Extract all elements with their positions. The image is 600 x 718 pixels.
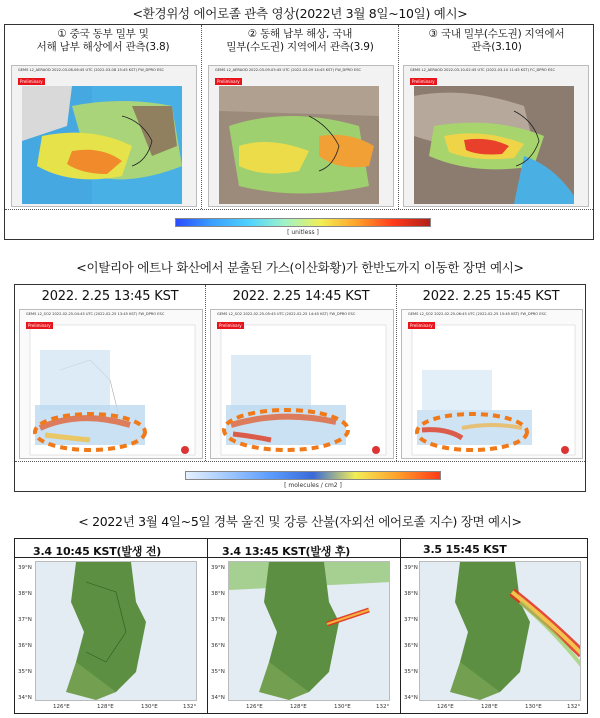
- lat-label-35: 35°N: [404, 669, 418, 675]
- lon-label-132: 132°: [376, 704, 390, 710]
- fire-map-3-image: [420, 562, 581, 701]
- lat-label-37: 37°N: [211, 617, 225, 623]
- so2-map-3-header: GEMS L2_SO2 2022-02-25-06:45 UTC (2022-02-25 15:45 KST) FW_DPRO ESC: [408, 312, 547, 316]
- so2-map-1-tag: Preliminary: [28, 323, 51, 328]
- aerosol-map-2-image: [209, 66, 394, 207]
- aerosol-caption-1a: ① 중국 동부 밀부 및: [57, 28, 149, 40]
- fire-time-2: 3.4 13:45 KST(발생 후): [222, 545, 351, 558]
- lon-label-130: 130°E: [334, 704, 351, 710]
- aerosol-map-1-tag: Preliminary: [20, 79, 43, 84]
- lon-label-126: 126°E: [246, 704, 263, 710]
- fire-map-2: [228, 561, 390, 701]
- so2-map-2-tag: Preliminary: [219, 323, 242, 328]
- fire-map-1: [35, 561, 197, 701]
- lon-label-130: 130°E: [525, 704, 542, 710]
- lat-label-35: 35°N: [211, 669, 225, 675]
- so2-map-2-header: GEMS L2_SO2 2022-02-25-05:45 UTC (2022-02-25 14:45 KST) FW_DPRO ESC: [217, 312, 356, 316]
- lat-label-39: 39°N: [211, 565, 225, 571]
- lon-label-132: 132°: [183, 704, 197, 710]
- aerosol-map-1: [11, 65, 197, 207]
- lon-label-126: 126°E: [437, 704, 454, 710]
- aerosol-caption-1b: 서해 남부 해상에서 관측(3.8): [36, 41, 170, 53]
- so2-time-3: 2022. 2.25 15:45 KST: [422, 289, 560, 304]
- aerosol-map-3-tag: Preliminary: [412, 79, 435, 84]
- lon-label-128: 128°E: [481, 704, 498, 710]
- so2-time-2: 2022. 2.25 14:45 KST: [232, 289, 370, 304]
- lon-label-132: 132°: [567, 704, 581, 710]
- aerosol-caption-2b: 밀부(수도권) 지역에서 관측(3.9): [226, 41, 374, 53]
- lat-label-36: 36°N: [404, 643, 418, 649]
- so2-map-1-header: GEMS L2_SO2 2022-02-25-04:45 UTC (2022-02-25 13:45 KST) FW_DPRO ESC: [26, 312, 165, 316]
- lat-label-37: 37°N: [404, 617, 418, 623]
- aerosol-map-1-header: GEMS L2_AERAOD 2022-03-08-06:45 UTC (2022-03-08 15:45 KST) FW_DPRO ESC: [18, 68, 165, 72]
- aerosol-caption-3b: 관측(3.10): [471, 41, 522, 53]
- so2-map-3-image: [402, 310, 583, 459]
- aerosol-caption-2a: ② 동해 남부 해상, 국내: [247, 28, 353, 40]
- so2-map-3-tag: Preliminary: [410, 323, 433, 328]
- so2-map-2: [210, 309, 394, 459]
- lat-label-39: 39°N: [404, 565, 418, 571]
- lat-label-38: 38°N: [211, 591, 225, 597]
- aerosol-map-3-image: [404, 66, 589, 207]
- so2-map-2-image: [211, 310, 394, 459]
- section3-title: < 2022년 3월 4일~5일 경북 울진 및 강릉 산불(자외선 에어로졸 지수) 장면 예시>: [78, 514, 522, 529]
- lat-label-34: 34°N: [18, 695, 32, 701]
- aerosol-map-1-image: [12, 66, 197, 207]
- section2-title: <이탈리아 에트나 화산에서 분출된 가스(이산화황)가 한반도까지 이동한 장면 예시>: [76, 260, 524, 275]
- so2-figure: [14, 284, 586, 492]
- lat-label-39: 39°N: [18, 565, 32, 571]
- so2-map-1: [19, 309, 203, 459]
- aerosol-map-2: [208, 65, 394, 207]
- aerosol-map-2-header: GEMS L2_AERAOD 2022-03-09-05:45 UTC (2022-03-09 14:45 KST) FW_DPRO ESC: [215, 68, 362, 72]
- lat-label-36: 36°N: [18, 643, 32, 649]
- fire-figure: [14, 538, 588, 714]
- so2-map-3: [401, 309, 583, 459]
- fire-time-1: 3.4 10:45 KST(발생 전): [33, 545, 162, 558]
- section1-title: <환경위성 에어로졸 관측 영상(2022년 3월 8일~10일) 예시>: [132, 6, 468, 21]
- lon-label-128: 128°E: [97, 704, 114, 710]
- fire-map-3: [419, 561, 581, 701]
- fire-time-3: 3.5 15:45 KST: [423, 543, 507, 556]
- so2-colorbar: [185, 471, 441, 480]
- lon-label-128: 128°E: [290, 704, 307, 710]
- aerosol-map-3-header: GEMS L2_AERAOD 2022-03-10-02:45 UTC (2022-03-10 11:45 KST) FC_DPRO ESC: [410, 68, 555, 72]
- fire-map-2-image: [229, 562, 390, 701]
- fire-map-1-image: [36, 562, 197, 701]
- so2-time-1: 2022. 2.25 13:45 KST: [41, 289, 179, 304]
- lat-label-34: 34°N: [211, 695, 225, 701]
- lon-label-130: 130°E: [141, 704, 158, 710]
- aerosol-figure: [4, 24, 594, 240]
- aerosol-caption-3a: ③ 국내 밀부(수도권) 지역에서: [428, 28, 565, 40]
- lat-label-37: 37°N: [18, 617, 32, 623]
- lat-label-34: 34°N: [404, 695, 418, 701]
- lat-label-38: 38°N: [18, 591, 32, 597]
- aerosol-colorbar: [175, 218, 431, 227]
- lon-label-126: 126°E: [53, 704, 70, 710]
- aerosol-map-2-tag: Preliminary: [217, 79, 240, 84]
- lat-label-38: 38°N: [404, 591, 418, 597]
- so2-colorbar-label: [ molecules / cm2 ]: [284, 482, 342, 489]
- aerosol-colorbar-label: [ unitless ]: [287, 229, 319, 236]
- so2-map-1-image: [20, 310, 203, 459]
- lat-label-36: 36°N: [211, 643, 225, 649]
- lat-label-35: 35°N: [18, 669, 32, 675]
- aerosol-map-3: [403, 65, 589, 207]
